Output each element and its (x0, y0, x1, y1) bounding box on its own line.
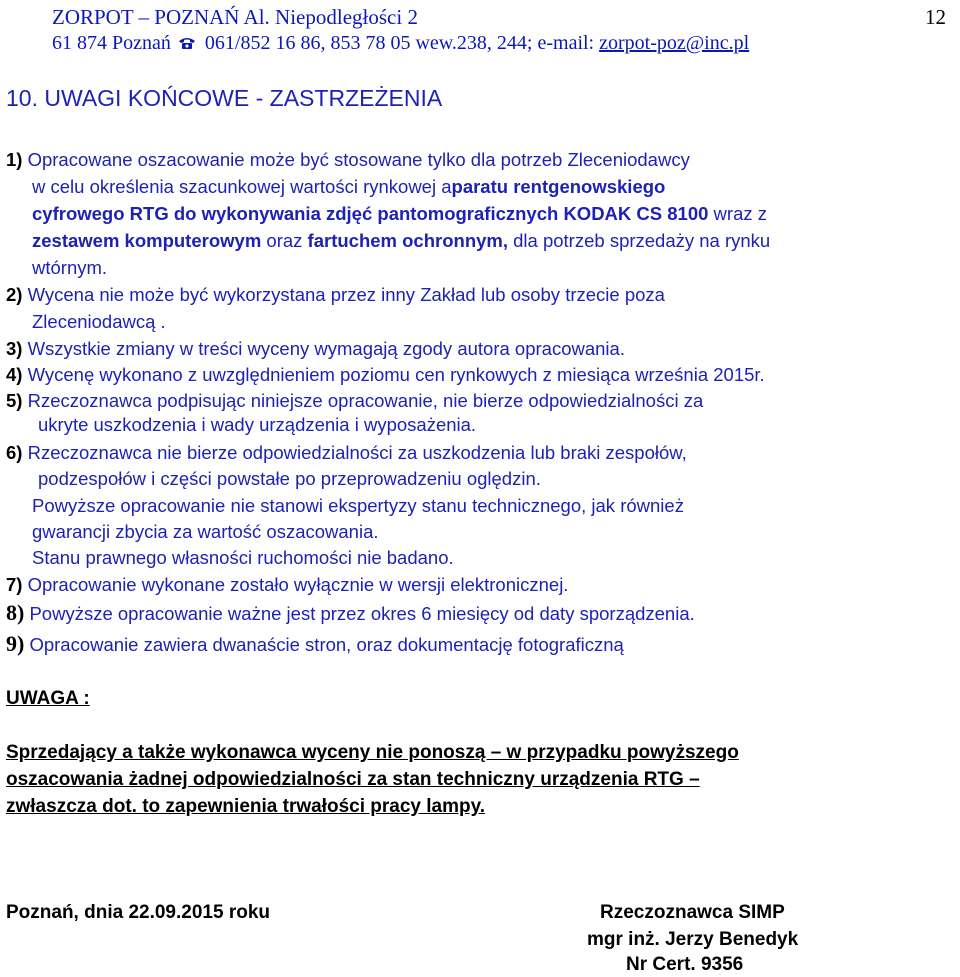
item-5-line-2: ukryte uszkodzenia i wady urządzenia i wyposażenia. (38, 414, 477, 435)
item-number: 7) (6, 574, 23, 595)
header-line-2 (52, 31, 749, 55)
item-number: 3) (6, 338, 23, 359)
warning-line-1: Sprzedający a także wykonawca wyceny nie ponoszą – w przypadku powyższego (6, 742, 739, 763)
item-number: 9) (6, 631, 25, 656)
page-number: 12 (925, 5, 946, 29)
warning-line-2: oszacowania żadnej odpowiedzialności za stan techniczny urządzenia RTG – (6, 769, 700, 790)
item-number: 5) (6, 390, 23, 411)
appraiser-name: mgr inż. Jerzy Benedyk (587, 929, 799, 950)
item-1-line-1: 1) Opracowane oszacowanie może być stosowane tylko dla potrzeb Zleceniodawcy (6, 149, 690, 170)
warning-line-3: zwłaszcza dot. to zapewnienia trwałości pracy lampy. (6, 796, 486, 817)
item-6-line-5: Stanu prawnego własności ruchomości nie badano. (32, 547, 454, 568)
item-7-line-1: 7) Opracowanie wykonane zostało wyłącznie w wersji elektronicznej. (6, 574, 569, 595)
item-1-line-2: w celu określenia szacunkowej wartości rynkowej aparatu rentgenowskiego (32, 176, 666, 197)
appraiser-role: Rzeczoznawca SIMP (600, 902, 785, 923)
header-city: 61 874 Poznań (52, 32, 171, 54)
item-4-line-1: 4) Wycenę wykonano z uwzględnieniem poziomu cen rynkowych z miesiąca września 2015r. (6, 364, 765, 385)
item-2-line-1: 2) Wycena nie może być wykorzystana przez inny Zakład lub osoby trzecie poza (6, 284, 665, 305)
item-1-line-5: wtórnym. (32, 257, 108, 278)
item-1-line-4: zestawem komputerowym oraz fartuchem ochronnym, dla potrzeb sprzedaży na rynku (32, 230, 771, 251)
item-number: 8) (6, 600, 25, 625)
header-line-1: ZORPOT – POZNAŃ Al. Niepodległości 2 (52, 5, 418, 29)
item-6-line-4: gwarancji zbycia za wartość oszacowania. (32, 521, 379, 542)
item-number: 6) (6, 442, 23, 463)
header-phones: 061/852 16 86, 853 78 05 wew.238, 244; e-mail: (204, 32, 600, 54)
item-1-line-3: cyfrowego RTG do wykonywania zdjęć pantomograficznych KODAK CS 8100 wraz z (32, 203, 768, 224)
item-6-line-3: Powyższe opracowanie nie stanowi ekspertyzy stanu technicznego, jak również (32, 495, 684, 516)
section-title: 10. UWAGI KOŃCOWE - ZASTRZEŻENIA (6, 85, 443, 111)
item-number: 4) (6, 364, 23, 385)
email-link[interactable]: zorpot-poz@inc.pl (599, 32, 750, 54)
item-number: 1) (6, 149, 23, 170)
item-3-line-1: 3) Wszystkie zmiany w treści wyceny wymagają zgody autora opracowania. (6, 338, 625, 359)
item-6-line-1: 6) Rzeczoznawca nie bierze odpowiedzialności za uszkodzenia lub braki zespołów, (6, 442, 687, 463)
telephone-icon (178, 32, 196, 46)
item-2-line-2: Zleceniodawcą . (32, 311, 166, 332)
item-9-line-1: 9) Opracowanie zawiera dwanaście stron, oraz dokumentację fotograficzną (6, 631, 624, 656)
warning-heading: UWAGA : (6, 688, 90, 709)
certificate-number: Nr Cert. 9356 (626, 954, 744, 975)
item-6-line-2: podzespołów i części powstałe po przeprowadzeniu oględzin. (38, 468, 541, 489)
item-number: 2) (6, 284, 23, 305)
place-and-date: Poznań, dnia 22.09.2015 roku (6, 902, 270, 923)
item-8-line-1: 8) Powyższe opracowanie ważne jest przez okres 6 miesięcy od daty sporządzenia. (6, 600, 695, 625)
item-5-line-1: 5) Rzeczoznawca podpisując niniejsze opracowanie, nie bierze odpowiedzialności za (6, 390, 704, 411)
